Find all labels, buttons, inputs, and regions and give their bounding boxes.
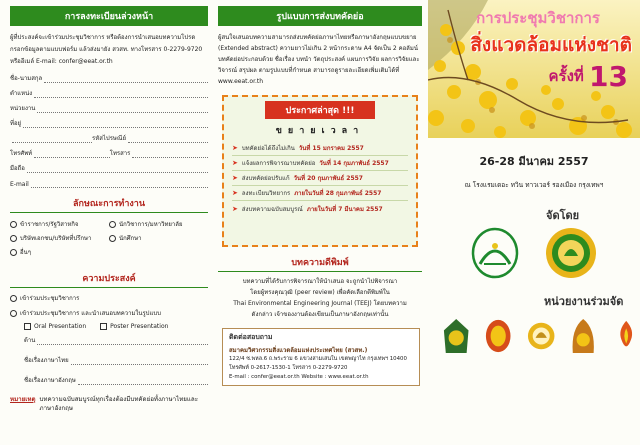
arrow-icon: ➤ [232, 144, 238, 152]
organizer-label: จัดโดย [546, 209, 580, 222]
work-type-option-other[interactable]: อื่นๆ [10, 247, 109, 257]
mobile-field[interactable]: มือถือ [10, 158, 208, 173]
extension-label: ขยายเวลา [275, 126, 365, 136]
contact-title: ติดต่อสอบถาม [229, 333, 273, 341]
topic-field[interactable]: ด้าน [24, 330, 208, 345]
work-type-options [10, 219, 208, 257]
submission-header: รูปแบบการส่งบทคัดย่อ [218, 6, 422, 26]
fax-label: โทรสาร [109, 150, 131, 157]
ministry-seal-icon [544, 226, 598, 280]
email-field[interactable]: E-mail [10, 173, 208, 188]
submission-column [218, 6, 422, 442]
phone-field[interactable]: โทรศัพท์ โทรสาร [10, 143, 208, 158]
purpose-attend[interactable]: เข้าร่วมประชุมวิชาการ [10, 293, 208, 303]
oral-option[interactable]: Oral Presentation [24, 323, 86, 330]
deadline-row: ➤ ส่งบทความฉบับสมบูรณ์ ภายในวันที่ 7 มีนาคม 2557 [232, 204, 383, 213]
deadline-list [232, 141, 408, 216]
publication-title: บทความดีพิมพ์ [291, 258, 349, 268]
cohost-seal-icon [527, 316, 555, 356]
radio-icon[interactable] [10, 249, 17, 256]
cohost-seal-icon [442, 316, 470, 356]
cohost-logos [442, 316, 640, 356]
radio-icon[interactable] [10, 221, 17, 228]
cohost-seal-icon [569, 316, 597, 356]
arrow-icon: ➤ [232, 159, 238, 167]
note-text: บทความฉบับสมบูรณ์ทุกเรื่องต้องมีบทคัดย่อทั้งภาษาไทยและภาษาอังกฤษ [39, 396, 199, 412]
organizer-logos [470, 226, 640, 280]
work-type-option[interactable]: ข้าราชการ/รัฐวิสาหกิจ [10, 219, 109, 229]
announcement-box [222, 95, 418, 247]
arrow-icon: ➤ [232, 174, 238, 182]
deadline-row: ➤ ส่งบทคัดย่อปรับแก้ วันที่ 20 กุมภาพันธ์ 2557 [232, 171, 408, 186]
publication-text: บทความที่ได้รับการพิจารณาให้นำเสนอ จะถูกนำไปพิจารณา โดยผู้ทรงคุณวุฒิ (peer review) เพื่อคัดเลือกตีพิมพ์ใน Thai Environmental Engineering Journal (TEEJ) โดยบทความ ดังกล่าว เจ้าของงานต้องเขียนเป็นภาษาอังกฤษเท่านั้น [233, 278, 407, 318]
deadline-row: ➤ แจ้งผลการพิจารณาบทคัดย่อ วันที่ 14 กุมภาพันธ์ 2557 [232, 156, 408, 171]
contact-box [222, 328, 420, 386]
thai-title-field[interactable]: ชื่อเรื่องภาษาไทย [24, 345, 208, 365]
work-type-option[interactable]: บริษัทเอกชน/บริษัทที่ปรึกษา [10, 233, 109, 243]
cohost-seal-icon [612, 316, 640, 356]
eeat-logo-icon [470, 226, 520, 280]
deadline-row: ➤ ลงทะเบียนวิทยากร ภายในวันที่ 28 กุมภาพันธ์ 2557 [232, 186, 408, 201]
work-type-option[interactable]: นักวิชาการ/มหาวิทยาลัย [109, 219, 208, 229]
announcement-title: ประกาศล่าสุด !!! [265, 101, 375, 119]
radio-icon[interactable] [10, 295, 17, 302]
divider [10, 212, 208, 213]
registration-header: การลงทะเบียนล่วงหน้า [10, 6, 208, 26]
cohost-seal-icon [484, 316, 512, 356]
name-field[interactable]: ชื่อ-นามสกุล [10, 68, 208, 83]
zip-field[interactable]: รหัสไปรษณีย์ [10, 128, 208, 143]
arrow-icon: ➤ [232, 204, 238, 213]
cohost-label: หน่วยงานร่วมจัด [544, 295, 624, 308]
english-title-field[interactable]: ชื่อเรื่องภาษาอังกฤษ [24, 365, 208, 385]
hero-title-edition: ครั้งที่ 13 [548, 60, 628, 93]
position-field[interactable]: ตำแหน่ง [10, 83, 208, 98]
presentation-type [24, 323, 208, 330]
contact-address: 122/4 ซ.พหล.6 ถ.พระราม 6 แขวงสามเสนใน เขตพญาไท กรุงเทพฯ 10400 [229, 356, 407, 362]
divider [10, 287, 208, 288]
work-type-option[interactable]: นักศึกษา [109, 233, 208, 243]
contact-phone: โทรศัพท์ 0-2617-1530-1 โทรสาร 0-2279-9720 [229, 365, 348, 371]
hero-banner [428, 0, 640, 138]
registration-intro: ผู้ที่ประสงค์จะเข้าร่วมประชุมวิชาการ หรือต้องการนำเสนอบทความโปรดกรอกข้อมูลตามแบบฟอร์ม แล้วส่งมายัง สวสท. ทางโทรสาร 0-2279-9720 หรืออีเมล์ E-mail: confer@eeat.or.th [10, 34, 203, 65]
cover-column [428, 0, 640, 445]
event-date: 26-28 มีนาคม 2557 [479, 155, 589, 168]
checkbox-icon[interactable] [24, 323, 31, 330]
registration-column [10, 6, 208, 442]
purpose-title: ความประสงค์ [82, 274, 136, 284]
hero-title-environment: สิ่งแวดล้อมแห่งชาติ [470, 34, 632, 56]
note-label: หมายเหตุ [10, 396, 36, 403]
note [10, 395, 208, 413]
checkbox-icon[interactable] [100, 323, 107, 330]
purpose-present[interactable]: เข้าร่วมประชุมวิชาการ และนำเสนอบทความในรูปแบบ [10, 308, 208, 318]
address-field[interactable]: ที่อยู่ [10, 113, 208, 128]
contact-email[interactable]: E-mail : confer@eeat.or.th Website : www.eeat.or.th [229, 374, 369, 380]
deadline-row: ➤ บทคัดย่อได้ถึงไม่เกิน วันที่ 15 มกราคม 2557 [232, 141, 408, 156]
association-name: สมาคมวิศวกรรมสิ่งแวดล้อมแห่งประเทศไทย (สวสท.) [229, 347, 368, 354]
work-type-title: ลักษณะการทำงาน [72, 199, 145, 209]
organization-field[interactable]: หน่วยงาน [10, 98, 208, 113]
submission-text: ผู้สนใจเสนอบทความสามารถส่งบทคัดย่อภาษาไทยหรือภาษาอังกฤษแบบขยาย (Extended abstract) ความยาวไม่เกิน 2 หน้ากระดาษ A4 จัดเป็น 2 คอลัมน์ บทคัดย่อประกอบด้วย ชื่อเรื่อง บทนำ วัตถุประสงค์ แผนการวิจัย ผลการวิจัยและวิจารณ์ สรุปผล ตามรูปแบบที่กำหนด สามารถดูรายละเอียดเพิ่มเติมได้ที่ www.eeat.or.th [218, 34, 420, 85]
divider [218, 271, 422, 272]
radio-icon[interactable] [10, 235, 17, 242]
hero-title-conference: การประชุมวิชาการ [476, 9, 600, 27]
radio-icon[interactable] [109, 235, 116, 242]
radio-icon[interactable] [109, 221, 116, 228]
radio-icon[interactable] [10, 310, 17, 317]
arrow-icon: ➤ [232, 189, 238, 197]
event-venue: ณ โรงแรมเดอะ ทวิน ทาวเวอร์ รองเมือง กรุงเทพฯ [464, 181, 604, 189]
poster-option[interactable]: Poster Presentation [100, 323, 168, 330]
